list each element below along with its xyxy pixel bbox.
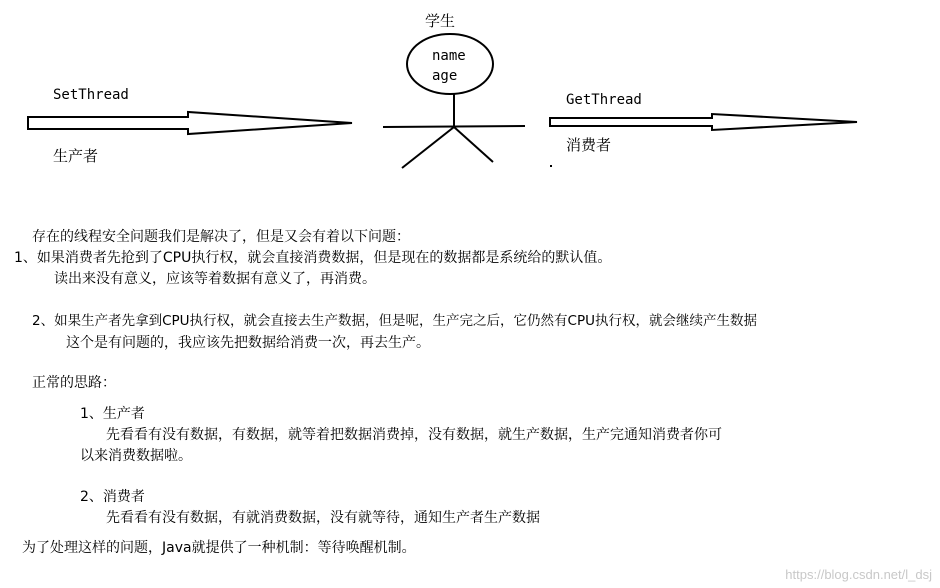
step2-title: 2、消费者: [80, 489, 145, 505]
conclusion-text: 为了处理这样的问题，Java就提供了一种机制：等待唤醒机制。: [22, 540, 416, 556]
step2-line1: 先看看有没有数据，有就消费数据，没有就等待，通知生产者生产数据: [106, 510, 540, 526]
consumer-label: 消费者: [566, 136, 612, 154]
problem2-line2: 这个是有问题的，我应该先把数据给消费一次，再去生产。: [66, 335, 430, 351]
step1-title: 1、生产者: [80, 406, 145, 422]
student-label: 学生: [425, 12, 456, 30]
problem1-line1: 1、如果消费者先抢到了CPU执行权，就会直接消费数据，但是现在的数据都是系统给的默认值。: [14, 250, 612, 266]
producer-thread-label: SetThread: [53, 87, 129, 103]
producer-arrow: [28, 112, 352, 134]
consumer-thread-label: GetThread: [566, 92, 642, 108]
normal-approach-heading: 正常的思路：: [32, 375, 116, 391]
step1-line2: 以来消费数据啦。: [80, 448, 192, 464]
watermark: https://blog.csdn.net/l_dsj: [785, 567, 932, 582]
student-head: [407, 34, 493, 94]
step1-line1: 先看看有没有数据，有数据，就等着把数据消费掉，没有数据，就生产数据，生产完通知消费者你可: [106, 427, 722, 443]
problem2-line1: 2、如果生产者先拿到CPU执行权，就会直接去生产数据，但是呢，生产完之后，它仍然有CPU执行权，就会继续产生数据: [32, 313, 757, 329]
producer-label: 生产者: [53, 147, 99, 165]
consumer-arrow: [550, 114, 857, 130]
problem1-line2: 读出来没有意义，应该等着数据有意义了，再消费。: [54, 271, 376, 287]
producer-consumer-diagram: [0, 0, 940, 200]
stray-dot: [550, 165, 552, 167]
intro-text: 存在的线程安全问题我们是解决了，但是又会有着以下问题：: [32, 229, 410, 245]
student-age-field: age: [432, 68, 458, 84]
student-name-field: name: [432, 48, 466, 64]
